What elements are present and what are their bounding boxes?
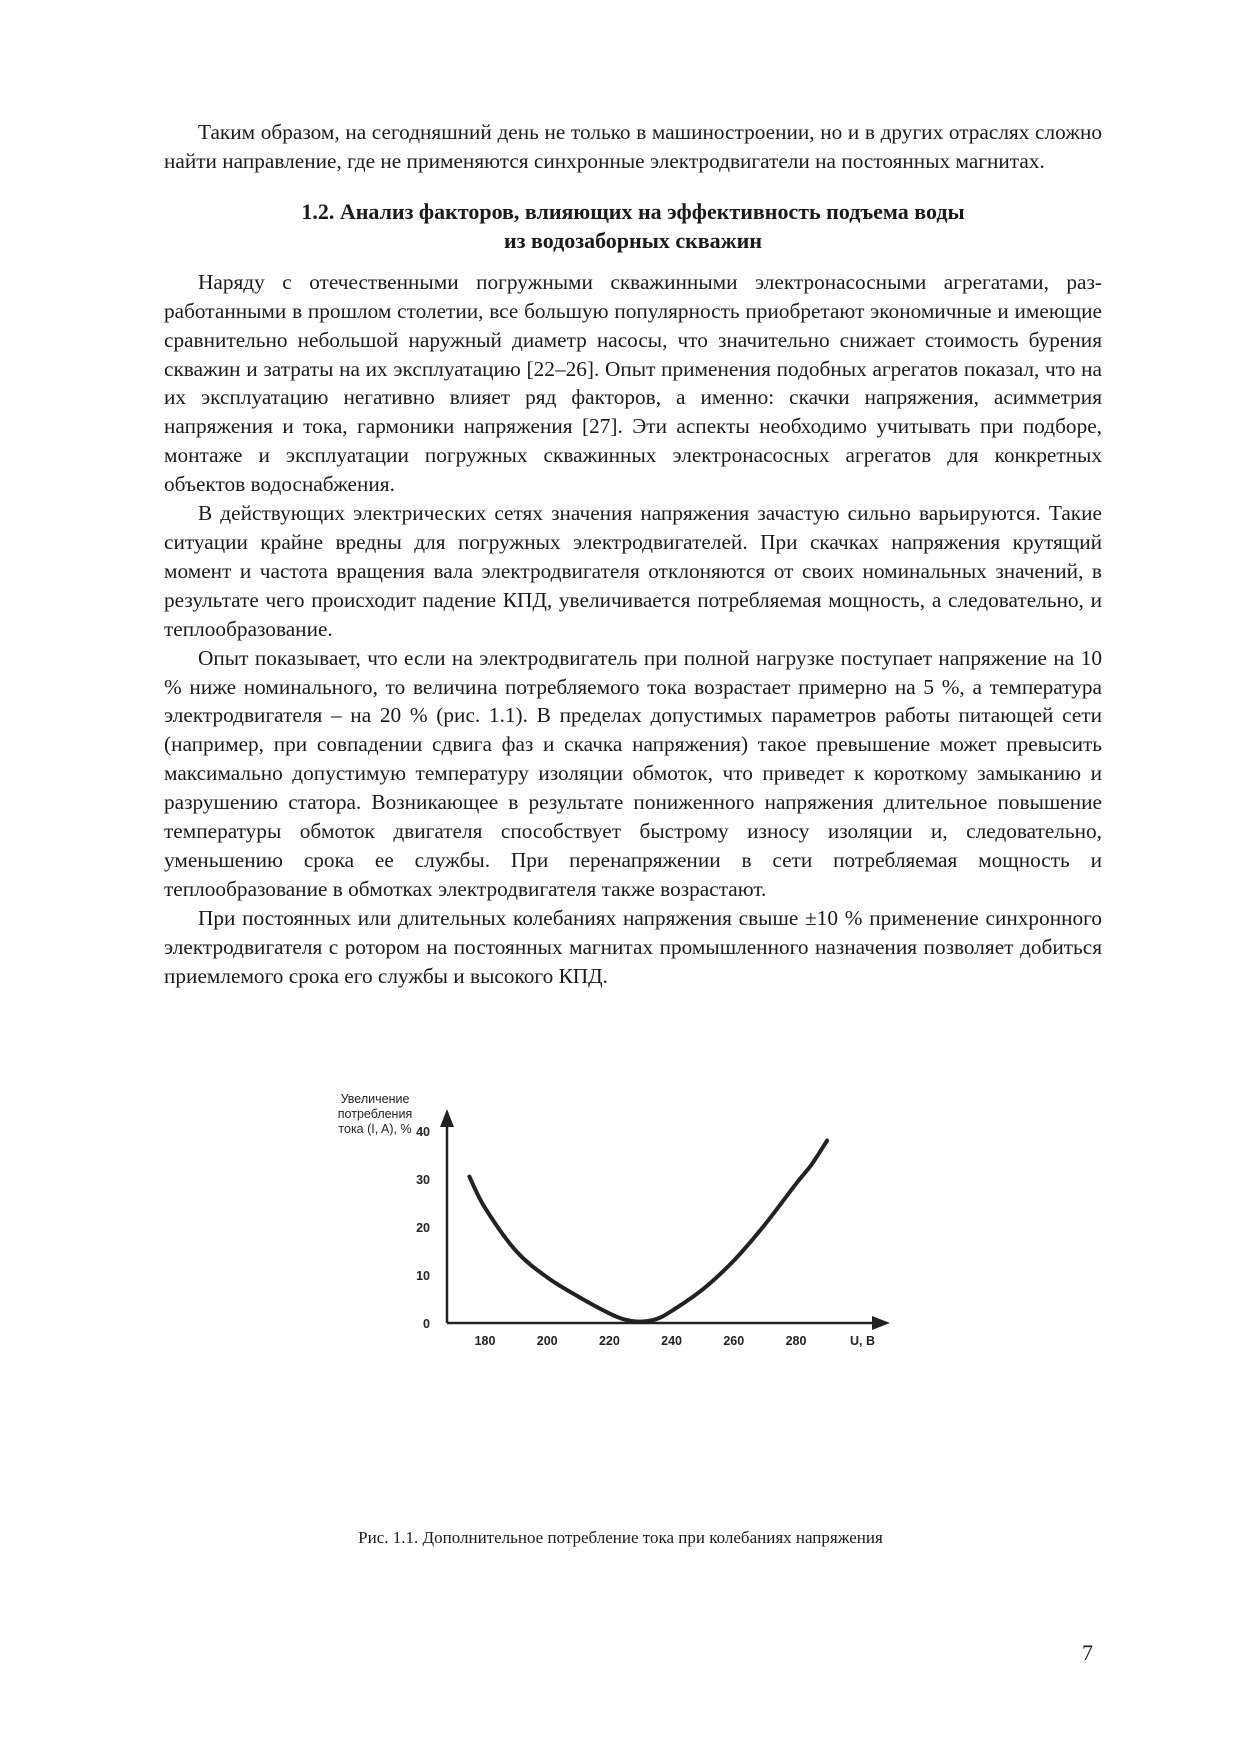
page-number: 7: [1082, 1640, 1093, 1665]
section-heading: [164, 197, 1102, 255]
figure-caption: Рис. 1.1. Дополнительное потребление тока при колебаниях напряжения: [358, 1528, 883, 1547]
figure-1-1: [0, 1085, 1241, 1565]
y-tick-label: 20: [416, 1221, 430, 1235]
y-tick-label: 0: [423, 1317, 430, 1331]
y-axis-label-line1: Увеличение: [340, 1092, 410, 1106]
x-tick-label: 220: [598, 1334, 620, 1348]
x-tick-label: 260: [723, 1334, 745, 1348]
x-axis-label: U, B: [850, 1334, 875, 1348]
paragraph-3: Опыт показывает, что если на электродвигатель при полной нагрузке поступает напряжение на 10 % ниже номинального, то величина потребляемого тока возрастает примерно на 5 %, а температура электродвигателя – на 20 % (рис. 1.1). В пределах допустимых параметров работы питающей сети (например, при совпадении сдвига фаз и скачка напряжения) такое превышение может превысить максимально допустимую температуру изоляции обмоток, что приведет к короткому замыканию и разрушению статора. Возникающее в результате пониженного напряжения длительное повышение температуры обмоток двигателя способствует быстрому износу изоляции и, следовательно, уменьшению срока ее службы. При перенапряжении в сети потребляемая мощность и теплообразование в обмотках электродвигателя также возрастают.: [164, 645, 1102, 901]
x-tick-label: 200: [536, 1334, 558, 1348]
y-tick-label: 30: [416, 1173, 430, 1187]
page-body: [164, 118, 1102, 990]
paragraph-intro: Таким образом, на сегодняшний день не только в машиностроении, но и в других отраслях сложно найти направление, где не применяются синхронные электродвигатели на постоянных магнитах.: [164, 120, 1102, 173]
y-tick-label: 10: [416, 1269, 430, 1283]
y-axis-label-line2: потребления: [337, 1107, 413, 1121]
paragraph-2: В действующих электрических сетях значения напряжения зачастую сильно варьируются. Такие ситуации крайне вредны для погружных электродвигателей. При скачках напряжения крутящий момент и частота вращения вала электродвигателя отклоняются от своих номинальных значений, в результате чего происходит падение КПД, увеличивается потребляемая мощность, а следовательно, и теплообразование.: [164, 501, 1102, 641]
x-tick-label: 180: [474, 1334, 496, 1348]
section-heading-line1: 1.2. Анализ факторов, влияющих на эффективность подъема воды: [301, 198, 965, 224]
paragraph-1: Наряду с отечественными погружными скважинными электронасосными агрегатами, разработанными в прошлом столетии, все большую популярность приобретают экономичные и имеющие сравнительно небольшой наружный диаметр насосы, что значительно снижает стоимость бурения скважин и затраты на их эксплуатацию [22–26]. Опыт применения подобных агрегатов показал, что на их эксплуатацию негативно влияет ряд факторов, а именно: скачки напряжения, асимметрия напряжения и тока, гармоники напряжения [27]. Эти аспекты необходимо учитывать при подборе, монтаже и эксплуатации погружных скважинных электронасосных агрегатов для конкретных объектов водоснабжения.: [164, 269, 1102, 497]
series-line: [469, 1141, 827, 1322]
section-heading-line2: из водозаборных скважин: [503, 227, 762, 253]
x-tick-label: 240: [661, 1334, 683, 1348]
y-axis-label-line3: тока (I, A), %: [338, 1122, 412, 1136]
paragraph-4: При постоянных или длительных колебаниях напряжения свыше ±10 % применение синхронного электродвигателя с ротором на постоянных магнитах промышленного назначения позволяет добиться приемлемого срока его службы и высокого КПД.: [164, 905, 1102, 988]
x-tick-label: 280: [785, 1334, 807, 1348]
x-axis-arrow-icon: [872, 1316, 890, 1330]
y-tick-label: 40: [416, 1125, 430, 1139]
y-axis-arrow-icon: [440, 1109, 454, 1127]
voltage-current-chart: [0, 1085, 1241, 1525]
